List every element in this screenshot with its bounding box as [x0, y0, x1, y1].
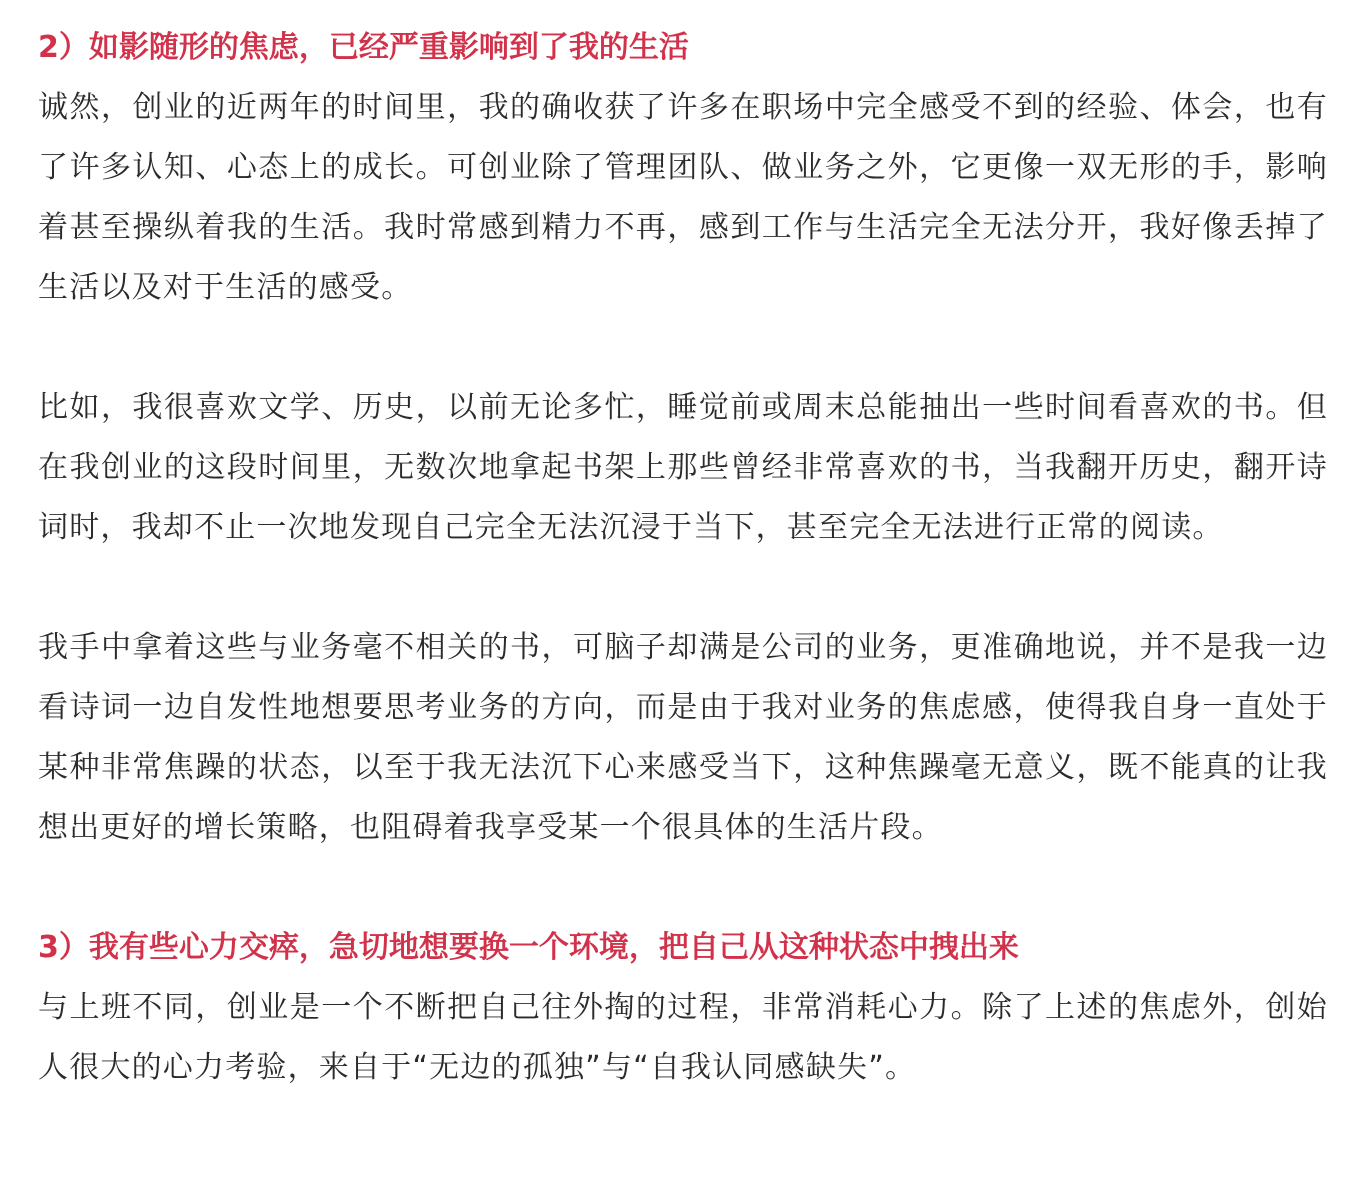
paragraph-spacer [38, 558, 1328, 618]
paragraph: 与上班不同，创业是一个不断把自己往外掏的过程，非常消耗心力。除了上述的焦虑外，创始人很大的心力考验，来自于“无边的孤独”与“自我认同感缺失”。 [38, 990, 1328, 1085]
paragraph: 我手中拿着这些与业务毫不相关的书，可脑子却满是公司的业务，更准确地说，并不是我一边看诗词一边自发性地想要思考业务的方向，而是由于我对业务的焦虑感，使得我自身一直处于某种非常焦躁的状态，以至于我无法沉下心来感受当下，这种焦躁毫无意义，既不能真的让我想出更好的增长策略，也阻碍着我享受某一个很具体的生活片段。 [38, 630, 1328, 845]
article-body [38, 18, 1328, 1098]
paragraph-spacer [38, 858, 1328, 918]
section-heading-3: 3）我有些心力交瘁，急切地想要换一个环境，把自己从这种状态中拽出来 [38, 930, 1019, 965]
paragraph-spacer [38, 318, 1328, 378]
section-heading-2: 2）如影随形的焦虑，已经严重影响到了我的生活 [38, 30, 689, 65]
paragraph: 诚然，创业的近两年的时间里，我的确收获了许多在职场中完全感受不到的经验、体会，也有了许多认知、心态上的成长。可创业除了管理团队、做业务之外，它更像一双无形的手，影响着甚至操纵着我的生活。我时常感到精力不再，感到工作与生活完全无法分开，我好像丢掉了生活以及对于生活的感受。 [38, 90, 1328, 305]
paragraph: 比如，我很喜欢文学、历史，以前无论多忙，睡觉前或周末总能抽出一些时间看喜欢的书。但在我创业的这段时间里，无数次地拿起书架上那些曾经非常喜欢的书，当我翻开历史，翻开诗词时，我却不止一次地发现自己完全无法沉浸于当下，甚至完全无法进行正常的阅读。 [38, 390, 1328, 545]
